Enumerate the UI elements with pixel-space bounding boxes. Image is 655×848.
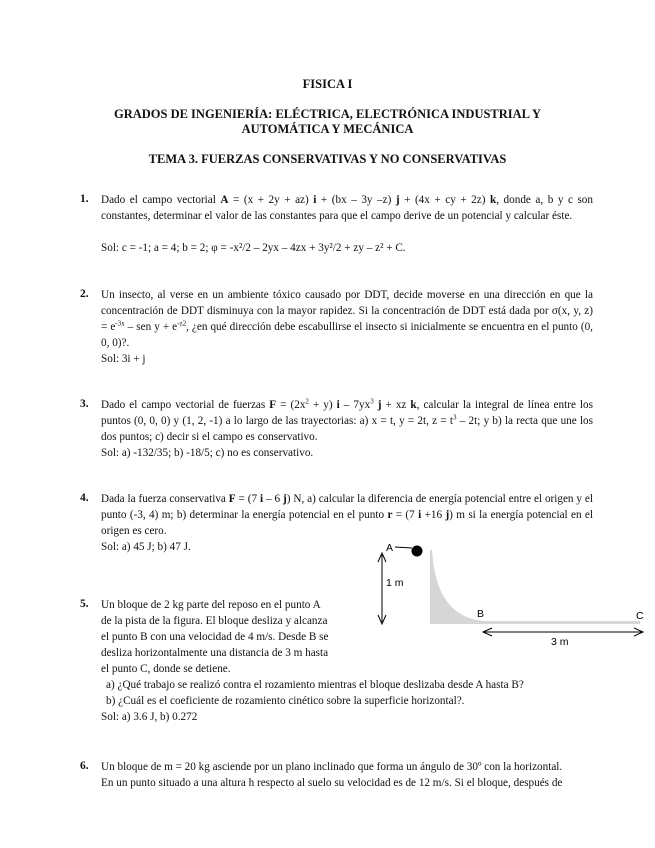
- problem-3-solution: Sol: a) -132/35; b) -18/5; c) no es conservativo.: [101, 447, 314, 459]
- problem-4-number: 4.: [80, 492, 89, 504]
- label-c: C: [636, 610, 644, 622]
- problem-2-number: 2.: [80, 288, 89, 300]
- label-height: 1 m: [386, 577, 404, 589]
- problem-2-solution: Sol: 3i + j: [101, 353, 146, 365]
- degrees-line-2: AUTOMÁTICA Y MECÁNICA: [241, 122, 414, 136]
- problem-5-solution: Sol: a) 3.6 J, b) 0.272: [101, 711, 198, 723]
- problem-2-text: Un insecto, al verse en un ambiente tóxico causado por DDT, decide moverse en una dirección en que la concentración de DDT disminuya con la mayor rapidez. Si la concentración de DDT está dada por σ(x, y, $z) = e^{-3x}$ – sen $y + e^{-z2}$, ¿en qué dirección debe escabullirse el insecto si inicialmente se encuentra en el punto (0, 0, 0)?.: [101, 289, 593, 349]
- label-a-leader: [395, 547, 412, 548]
- course-title: FISICA I: [302, 77, 353, 91]
- degrees-line-1: GRADOS DE INGENIERÍA: ELÉCTRICA, ELECTRÓNICA INDUSTRIAL Y: [113, 107, 542, 121]
- problem-6-line-1: Un bloque de m = 20 kg asciende por un plano inclinado que forma un ángulo de 30º con la horizontal.: [101, 761, 563, 773]
- problem-3-text: Dado el campo vectorial de fuerzas $F = (2x^2 + y)$ i – $7yx^3$ j + xz k, calcular la integral de línea entre los puntos (0, 0, 0) y (1, 2, -1) a lo largo de las trayectorias: a) x = t, y = 2t, $z = t^3 - 2t$; y b) la recta que une los dos puntos; c) decir si el campo es conservativo.: [101, 397, 594, 443]
- label-b: B: [477, 608, 485, 620]
- problem-5-part-b: b) ¿Cuál es el coeficiente de rozamiento cinético sobre la superficie horizontal?.: [106, 695, 465, 707]
- block-ball: [412, 546, 423, 557]
- problem-4-text: Dada la fuerza conservativa F = (7 i – 6 j) N, a) calcular la diferencia de energía potencial entre el origen y el punto (-3, 4) m; b) determinar la energía potencial en el punto r = (7 i +16 j) m si la energía potencial en el origen es cero.: [101, 493, 594, 537]
- problem-5-number: 5.: [80, 598, 89, 610]
- topic-title: TEMA 3. FUERZAS CONSERVATIVAS Y NO CONSERVATIVAS: [148, 152, 507, 166]
- problem-3-number: 3.: [80, 398, 89, 410]
- problem-5-part-a: a) ¿Qué trabajo se realizó contra el rozamiento mientras el bloque deslizaba desde A hasta B?: [106, 679, 524, 691]
- problem-1-text: Dado el campo vectorial A = (x + 2y + az) i + (bx – 3y –z) j + (4x + cy + 2z) k, donde a, b y c son constantes, determinar el valor de las constantes para que el campo derive de un potencial y calcular éste.: [101, 194, 593, 222]
- track-figure: [360, 538, 650, 650]
- problem-5-line-5: el punto C, donde se detiene.: [101, 663, 231, 675]
- problem-1-solution: Sol: c = -1; a = 4; b = 2; φ = -x²/2 – 2yx – 4zx + 3y²/2 + zy – z² + C.: [101, 242, 406, 254]
- problem-5-line-1: Un bloque de 2 kg parte del reposo en el punto A: [101, 599, 321, 611]
- track-fill: [430, 550, 640, 624]
- label-a: A: [386, 542, 394, 554]
- problem-6-line-2: En un punto situado a una altura h respecto al suelo su velocidad es de 12 m/s. Si el bloque, después de: [101, 777, 563, 789]
- problem-5-line-2: de la pista de la figura. El bloque desliza y alcanza: [101, 615, 328, 627]
- label-distance: 3 m: [551, 636, 569, 648]
- problem-1-number: 1.: [80, 193, 89, 205]
- problem-5-line-4: desliza horizontalmente una distancia de 3 m hasta: [101, 647, 329, 659]
- problem-6-number: 6.: [80, 760, 89, 772]
- problem-4-solution: Sol: a) 45 J; b) 47 J.: [101, 541, 191, 553]
- problem-5-line-3: el punto B con una velocidad de 4 m/s. Desde B se: [101, 631, 329, 643]
